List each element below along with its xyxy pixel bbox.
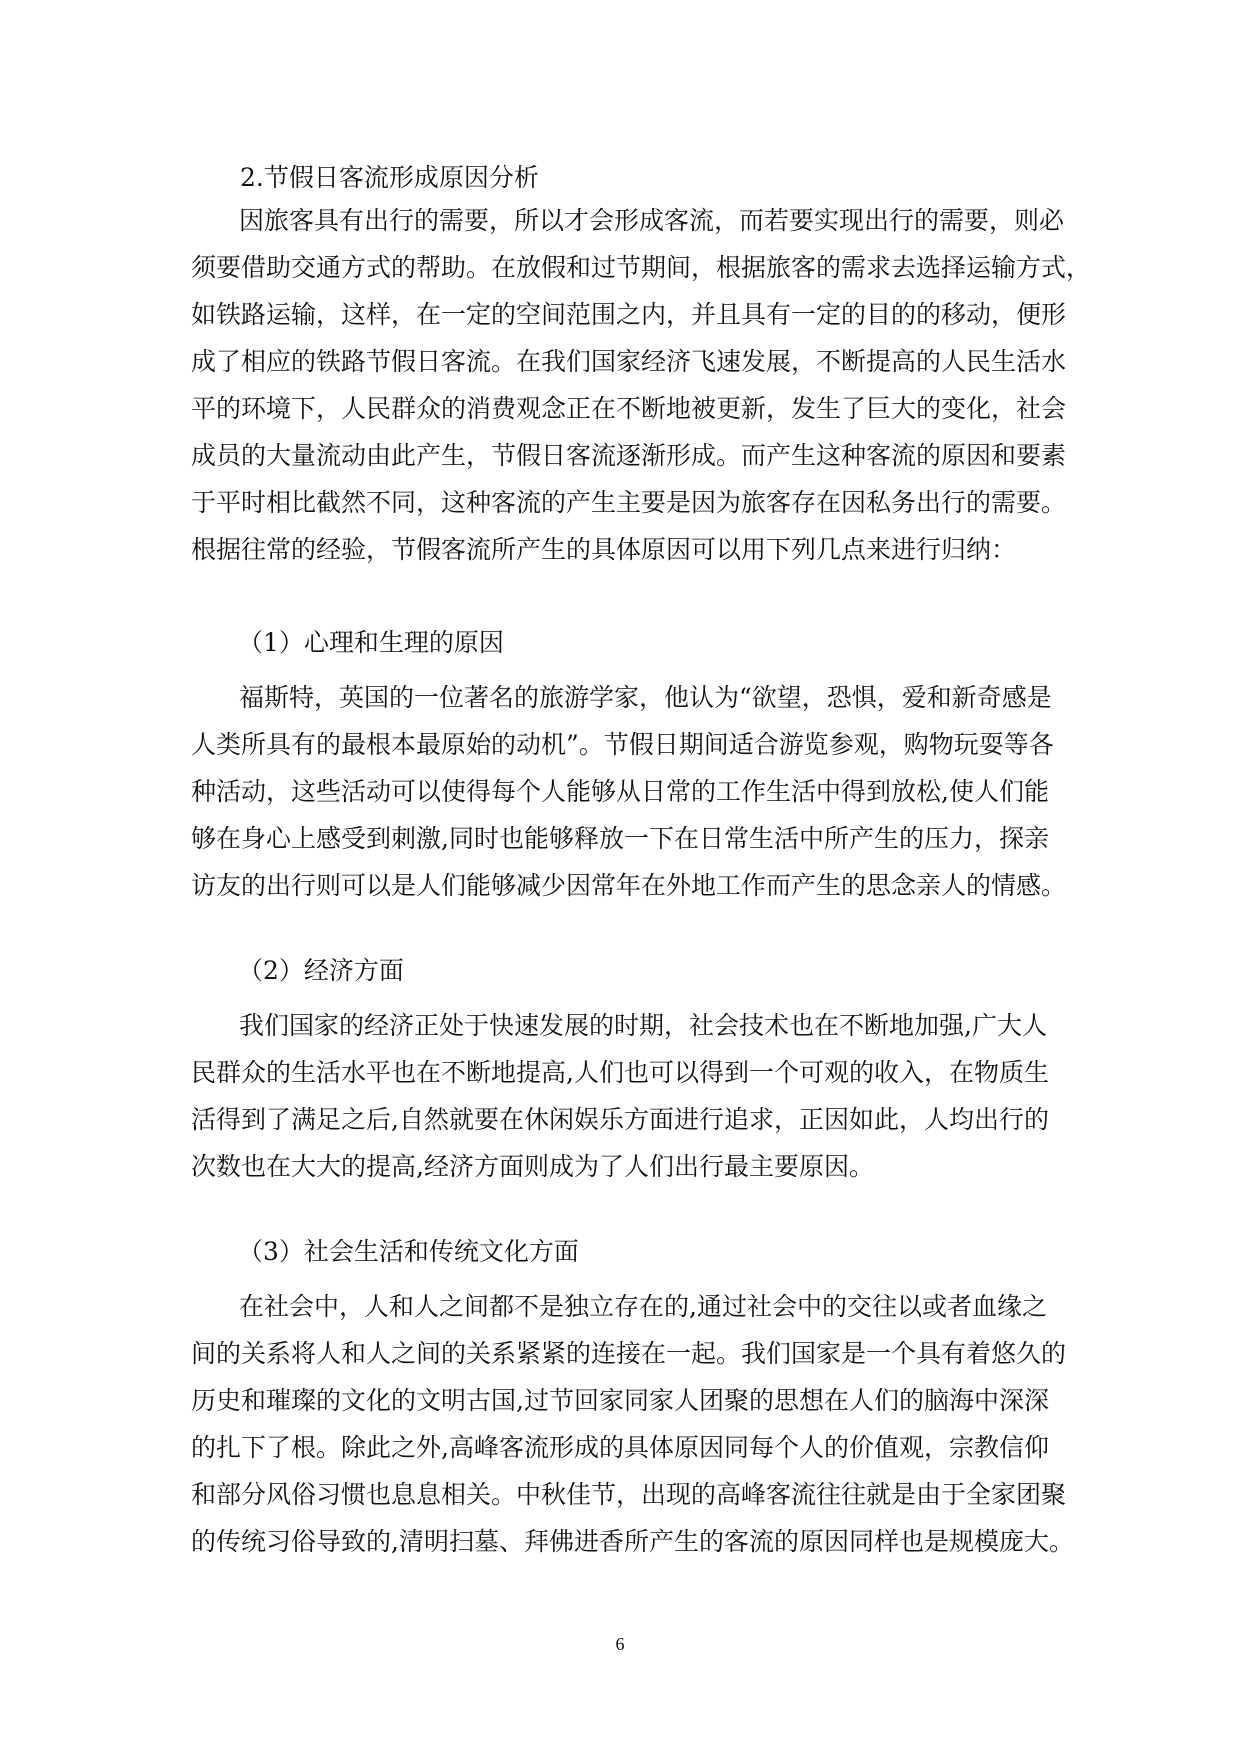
page-number: 6 (615, 1634, 625, 1654)
paragraph-line: 历史和璀璨的文化的文明古国,过节回家同家人团聚的思想在人们的脑海中深深 (191, 1386, 1049, 1415)
subsection-title-psychological: （1）心理和生理的原因 (238, 628, 504, 657)
paragraph-line: 次数也在大大的提高,经济方面则成为了人们出行最主要原因。 (191, 1152, 874, 1181)
paragraph-line: 成了相应的铁路节假日客流。在我们国家经济飞速发展，不断提高的人民生活水 (191, 347, 1067, 376)
paragraph-line: 在社会中，人和人之间都不是独立存在的,通过社会中的交往以或者血缘之 (239, 1292, 1047, 1321)
paragraph-line: 如铁路运输，这样，在一定的空间范围之内，并且具有一定的目的的移动，便形 (191, 300, 1067, 329)
paragraph-line: 平的环境下，人民群众的消费观念正在不断地被更新，发生了巨大的变化，社会 (191, 394, 1067, 423)
paragraph-line: 民群众的生活水平也在不断地提高,人们也可以得到一个可观的收入，在物质生 (191, 1058, 1049, 1087)
section-heading: 2.节假日客流形成原因分析 (240, 163, 539, 192)
psychological-paragraph (191, 674, 1071, 909)
paragraph-line: 于平时相比截然不同，这种客流的产生主要是因为旅客存在因私务出行的需要。 (191, 488, 1067, 517)
paragraph-line: 因旅客具有出行的需要，所以才会形成客流，而若要实现出行的需要，则必 (239, 206, 1065, 235)
paragraph-line: 根据往常的经验，节假客流所产生的具体原因可以用下列几点来进行归纳： (191, 535, 1017, 564)
paragraph-line: 种活动，这些活动可以使得每个人能够从日常的工作生活中得到放松,使人们能 (191, 777, 1049, 806)
paragraph-line: 的扎下了根。除此之外,高峰客流形成的具体原因同每个人的价值观，宗教信仰 (191, 1433, 1049, 1462)
paragraph-line: 成员的大量流动由此产生，节假日客流逐渐形成。而产生这种客流的原因和要素 (191, 441, 1067, 470)
subsection-title-social-culture: （3）社会生活和传统文化方面 (238, 1237, 579, 1266)
economic-paragraph (191, 1002, 1071, 1190)
paragraph-line: 访友的出行则可以是人们能够减少因常年在外地工作而产生的思念亲人的情感。 (191, 871, 1067, 900)
paragraph-line: 和部分风俗习惯也息息相关。中秋佳节，出现的高峰客流往往就是由于全家团聚 (191, 1480, 1067, 1509)
paragraph-line: 间的关系将人和人之间的关系紧紧的连接在一起。我们国家是一个具有着悠久的 (191, 1339, 1067, 1368)
paragraph-line: 活得到了满足之后,自然就要在休闲娱乐方面进行追求，正因如此，人均出行的 (191, 1105, 1049, 1134)
intro-paragraph (191, 197, 1092, 573)
paragraph-line: 须要借助交通方式的帮助。在放假和过节期间，根据旅客的需求去选择运输方式， (191, 253, 1092, 282)
paragraph-line: 福斯特，英国的一位著名的旅游学家，他认为“欲望，恐惧，爱和新奇感是 (239, 683, 1052, 712)
paragraph-line: 我们国家的经济正处于快速发展的时期，社会技术也在不断地加强,广大人 (239, 1011, 1047, 1040)
paragraph-line: 的传统习俗导致的,清明扫墓、拜佛进香所产生的客流的原因同样也是规模庞大。 (191, 1527, 1074, 1556)
subsection-title-economic: （2）经济方面 (238, 956, 404, 985)
social-culture-paragraph (191, 1283, 1074, 1565)
paragraph-line: 人类所具有的最根本最原始的动机”。节假日期间适合游览参观，购物玩耍等各 (191, 730, 1054, 759)
paragraph-line: 够在身心上感受到刺激,同时也能够释放一下在日常生活中所产生的压力，探亲 (191, 824, 1049, 853)
